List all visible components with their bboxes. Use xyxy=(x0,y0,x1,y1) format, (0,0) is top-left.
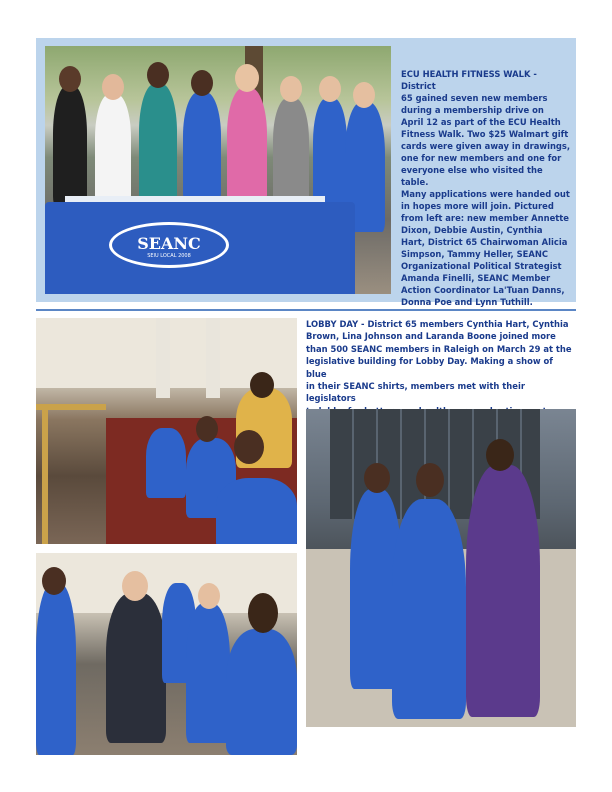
pillar xyxy=(206,318,220,398)
pillar xyxy=(156,318,170,398)
person-head xyxy=(122,571,148,601)
caption-line: Action Coordinator La'Tuan Danns, xyxy=(401,285,565,295)
caption-line: Amanda Finelli, SEANC Member xyxy=(401,273,551,283)
person-head xyxy=(416,463,444,497)
caption-line: Hart, District 65 Chairwoman Alicia xyxy=(401,237,568,247)
person-head xyxy=(234,430,264,464)
person-head xyxy=(42,567,66,595)
caption-line: Brown, Lina Johnson and Laranda Boone joined more xyxy=(306,331,556,342)
person xyxy=(53,86,87,206)
person-head xyxy=(364,463,390,493)
person-head xyxy=(147,62,169,88)
lobby-day-outdoor-photo xyxy=(306,409,576,727)
person xyxy=(146,428,186,498)
caption-line: than 500 SEANC members in Raleigh on March 29 at the xyxy=(306,343,572,354)
person xyxy=(313,98,347,208)
caption-line: in hopes more will join. Pictured xyxy=(401,201,554,211)
person-head xyxy=(59,66,81,92)
person xyxy=(186,603,230,743)
caption-line: Organizational Political Strategist xyxy=(401,261,562,271)
person xyxy=(227,88,267,204)
caption-line: everyone else who visited the table. xyxy=(401,165,543,187)
caption-line: Donna Poe and Lynn Tuthill. xyxy=(401,297,533,307)
person xyxy=(392,499,466,719)
caption-line: one for new members and one for xyxy=(401,153,562,163)
person-head xyxy=(196,416,218,442)
fitness-walk-photo xyxy=(45,46,391,294)
caption-line: LOBBY DAY - District 65 members Cynthia Hart, Cynthia xyxy=(306,319,569,329)
person xyxy=(95,94,131,204)
person-head xyxy=(102,74,124,100)
fitness-walk-caption xyxy=(401,68,571,308)
person-head xyxy=(486,439,514,471)
caption-line: ECU HEALTH FITNESS WALK - District xyxy=(401,69,537,91)
caption-line: Dixon, Debbie Austin, Cynthia xyxy=(401,225,543,235)
seanc-logo-subtext: SEIU LOCAL 2008 xyxy=(147,253,191,259)
person-head xyxy=(250,372,274,398)
person xyxy=(466,465,540,717)
person-head xyxy=(191,70,213,96)
caption-line: Simpson, Tammy Heller, SEANC xyxy=(401,249,549,259)
seanc-logo xyxy=(109,222,229,268)
caption-line: April 12 as part of the ECU Health xyxy=(401,117,561,127)
caption-line: from left are: new member Annette xyxy=(401,213,569,223)
caption-line: legislative building for Lobby Day. Making a show of blue xyxy=(306,356,553,379)
caption-line: cards were given away in drawings, xyxy=(401,141,571,151)
person xyxy=(273,98,309,204)
person-head xyxy=(198,583,220,609)
person-head xyxy=(319,76,341,102)
person-head xyxy=(248,593,278,633)
person-head xyxy=(280,76,302,102)
caption-line: Many applications were handed out xyxy=(401,189,570,199)
caption-line: Fitness Walk. Two $25 Walmart gift xyxy=(401,129,569,139)
person xyxy=(36,583,76,755)
caption-line: during a membership drive on xyxy=(401,105,544,115)
seanc-logo-text: SEANC xyxy=(137,234,201,253)
person xyxy=(106,593,166,743)
section-divider xyxy=(36,309,576,311)
seanc-table-banner xyxy=(45,202,355,294)
person xyxy=(216,478,297,544)
person xyxy=(226,629,297,755)
lobby-day-hall-photo xyxy=(36,318,297,544)
lobby-day-meeting-photo xyxy=(36,553,297,755)
caption-line: 65 gained seven new members xyxy=(401,93,548,103)
person xyxy=(183,92,221,202)
person-head xyxy=(235,64,259,92)
person-head xyxy=(353,82,375,108)
gallery-rail xyxy=(42,410,48,544)
caption-line: in their SEANC shirts, members met with their legislators xyxy=(306,381,525,404)
person xyxy=(139,84,177,204)
